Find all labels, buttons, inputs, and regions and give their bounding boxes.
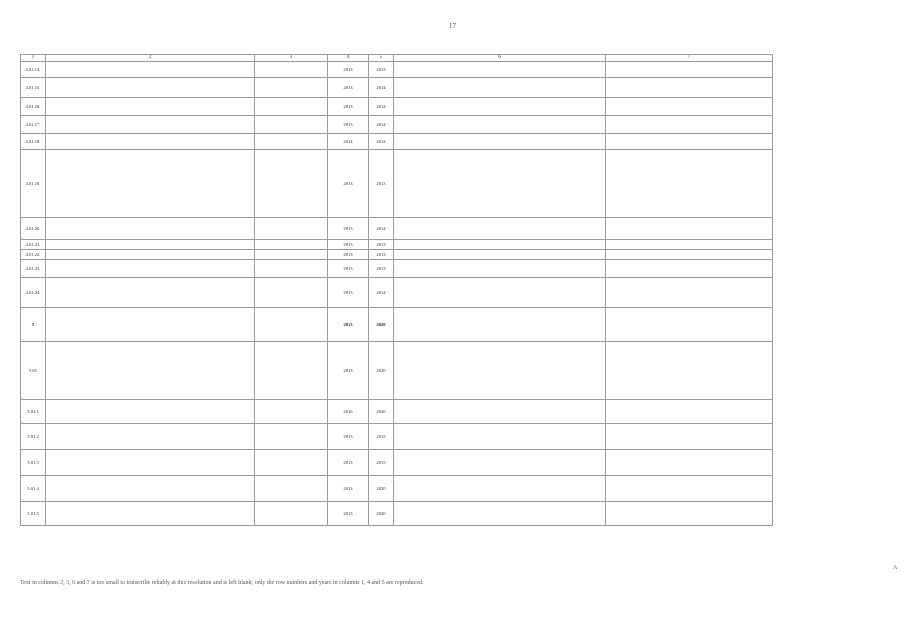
indicator-cell <box>606 134 773 150</box>
start-year-cell: 2013 <box>328 308 369 342</box>
expected-result-cell <box>394 98 606 116</box>
row-number-cell: 5.01.1 <box>21 400 46 424</box>
table-row <box>21 78 773 98</box>
row-number-cell: 4.01.16. <box>21 98 46 116</box>
executor-cell <box>255 260 328 278</box>
end-year-cell: 2020 <box>369 400 394 424</box>
executor-cell <box>255 218 328 240</box>
executor-cell <box>255 342 328 400</box>
end-year-cell: 2013 <box>369 150 394 218</box>
transcription-note: Text in columns 2, 3, 6 and 7 is too small to transcribe reliably at this resolution and is left blank; only the row numbers and years in columns 1, 4 and 5 are reproduced. <box>20 580 424 586</box>
column-header-4: 4 <box>328 55 369 62</box>
column-header-2: 2 <box>46 55 255 62</box>
table-row <box>21 502 773 526</box>
table-row <box>21 400 773 424</box>
column-header-3: 3 <box>255 55 328 62</box>
event-name-cell <box>46 260 255 278</box>
row-number-cell: 4.01.20. <box>21 218 46 240</box>
event-name-cell <box>46 62 255 78</box>
start-year-cell: 2013 <box>328 98 369 116</box>
event-name-cell <box>46 342 255 400</box>
expected-result-cell <box>394 78 606 98</box>
expected-result-cell <box>394 62 606 78</box>
table-row <box>21 98 773 116</box>
event-name-cell <box>46 424 255 450</box>
page-number: 17 <box>449 22 456 30</box>
row-number-cell: 4.01.24. <box>21 278 46 308</box>
table-row <box>21 218 773 240</box>
event-name-cell <box>46 240 255 250</box>
indicator-cell <box>606 342 773 400</box>
executor-cell <box>255 78 328 98</box>
event-name-cell <box>46 450 255 476</box>
event-name-cell <box>46 150 255 218</box>
program-events-table <box>20 54 773 526</box>
end-year-cell: 2013 <box>369 260 394 278</box>
end-year-cell: 2014 <box>369 78 394 98</box>
end-year-cell: 2020 <box>369 502 394 526</box>
row-number-cell: 5.01.3 <box>21 450 46 476</box>
indicator-cell <box>606 116 773 134</box>
end-year-cell: 2020 <box>369 308 394 342</box>
executor-cell <box>255 240 328 250</box>
executor-cell <box>255 308 328 342</box>
start-year-cell: 2013 <box>328 278 369 308</box>
indicator-cell <box>606 278 773 308</box>
event-name-cell <box>46 502 255 526</box>
indicator-cell <box>606 78 773 98</box>
indicator-cell <box>606 240 773 250</box>
event-name-cell <box>46 116 255 134</box>
row-number-cell: 4.01.22. <box>21 250 46 260</box>
expected-result-cell <box>394 260 606 278</box>
end-year-cell: 2013 <box>369 250 394 260</box>
event-name-cell <box>46 218 255 240</box>
end-year-cell: 2014 <box>369 278 394 308</box>
table-row <box>21 342 773 400</box>
start-year-cell: 2013 <box>328 78 369 98</box>
indicator-cell <box>606 400 773 424</box>
indicator-cell <box>606 250 773 260</box>
event-name-cell <box>46 476 255 502</box>
executor-cell <box>255 116 328 134</box>
expected-result-cell <box>394 400 606 424</box>
table-row <box>21 62 773 78</box>
event-name-cell <box>46 134 255 150</box>
expected-result-cell <box>394 308 606 342</box>
start-year-cell: 2014 <box>328 134 369 150</box>
row-number-cell: 5 <box>21 308 46 342</box>
end-year-cell: 2014 <box>369 116 394 134</box>
table-body <box>21 62 773 526</box>
indicator-cell <box>606 62 773 78</box>
corner-mark: A <box>893 565 898 571</box>
end-year-cell: 2014 <box>369 218 394 240</box>
table-row <box>21 476 773 502</box>
row-number-cell: 5.01.5 <box>21 502 46 526</box>
start-year-cell: 2013 <box>328 116 369 134</box>
table-row <box>21 424 773 450</box>
expected-result-cell <box>394 240 606 250</box>
indicator-cell <box>606 98 773 116</box>
executor-cell <box>255 502 328 526</box>
start-year-cell: 2013 <box>328 218 369 240</box>
start-year-cell: 2013 <box>328 150 369 218</box>
start-year-cell: 2016 <box>328 400 369 424</box>
expected-result-cell <box>394 250 606 260</box>
column-header-5: 5 <box>369 55 394 62</box>
end-year-cell: 2020 <box>369 342 394 400</box>
expected-result-cell <box>394 502 606 526</box>
end-year-cell: 2014 <box>369 98 394 116</box>
table-row <box>21 116 773 134</box>
row-number-cell: 4.01.14. <box>21 62 46 78</box>
row-number-cell: 4.01.15. <box>21 78 46 98</box>
expected-result-cell <box>394 116 606 134</box>
executor-cell <box>255 150 328 218</box>
indicator-cell <box>606 308 773 342</box>
document-sheet <box>20 54 899 570</box>
executor-cell <box>255 98 328 116</box>
end-year-cell: 2013 <box>369 62 394 78</box>
column-header-7: 7 <box>606 55 773 62</box>
table-row <box>21 308 773 342</box>
start-year-cell: 2013 <box>328 424 369 450</box>
expected-result-cell <box>394 424 606 450</box>
executor-cell <box>255 450 328 476</box>
executor-cell <box>255 476 328 502</box>
event-name-cell <box>46 250 255 260</box>
row-number-cell: 4.01.23. <box>21 260 46 278</box>
row-number-cell: 5.01 <box>21 342 46 400</box>
column-header-1: 1 <box>21 55 46 62</box>
event-name-cell <box>46 308 255 342</box>
row-number-cell: 4.01.18. <box>21 134 46 150</box>
start-year-cell: 2013 <box>328 260 369 278</box>
expected-result-cell <box>394 150 606 218</box>
executor-cell <box>255 62 328 78</box>
column-header-6: 6 <box>394 55 606 62</box>
table-row <box>21 250 773 260</box>
expected-result-cell <box>394 476 606 502</box>
table-row <box>21 240 773 250</box>
row-number-cell: 4.01.21. <box>21 240 46 250</box>
start-year-cell: 2013 <box>328 476 369 502</box>
end-year-cell: 2014 <box>369 134 394 150</box>
start-year-cell: 2013 <box>328 450 369 476</box>
executor-cell <box>255 424 328 450</box>
row-number-cell: 5.01.4 <box>21 476 46 502</box>
event-name-cell <box>46 78 255 98</box>
indicator-cell <box>606 502 773 526</box>
executor-cell <box>255 250 328 260</box>
executor-cell <box>255 278 328 308</box>
indicator-cell <box>606 450 773 476</box>
table-header-row <box>21 55 773 62</box>
expected-result-cell <box>394 342 606 400</box>
indicator-cell <box>606 218 773 240</box>
table-row <box>21 278 773 308</box>
end-year-cell: 2015 <box>369 424 394 450</box>
event-name-cell <box>46 400 255 424</box>
expected-result-cell <box>394 218 606 240</box>
start-year-cell: 2013 <box>328 250 369 260</box>
table-row <box>21 134 773 150</box>
expected-result-cell <box>394 278 606 308</box>
start-year-cell: 2013 <box>328 342 369 400</box>
indicator-cell <box>606 150 773 218</box>
table-row <box>21 260 773 278</box>
indicator-cell <box>606 476 773 502</box>
end-year-cell: 2015 <box>369 450 394 476</box>
start-year-cell: 2013 <box>328 62 369 78</box>
indicator-cell <box>606 260 773 278</box>
row-number-cell: 4.01.19. <box>21 150 46 218</box>
event-name-cell <box>46 278 255 308</box>
start-year-cell: 2013 <box>328 240 369 250</box>
table-row <box>21 150 773 218</box>
end-year-cell: 2013 <box>369 240 394 250</box>
event-name-cell <box>46 98 255 116</box>
executor-cell <box>255 134 328 150</box>
row-number-cell: 4.01.17. <box>21 116 46 134</box>
executor-cell <box>255 400 328 424</box>
expected-result-cell <box>394 134 606 150</box>
table-row <box>21 450 773 476</box>
start-year-cell: 2013 <box>328 502 369 526</box>
expected-result-cell <box>394 450 606 476</box>
row-number-cell: 5.01.2 <box>21 424 46 450</box>
indicator-cell <box>606 424 773 450</box>
end-year-cell: 2020 <box>369 476 394 502</box>
